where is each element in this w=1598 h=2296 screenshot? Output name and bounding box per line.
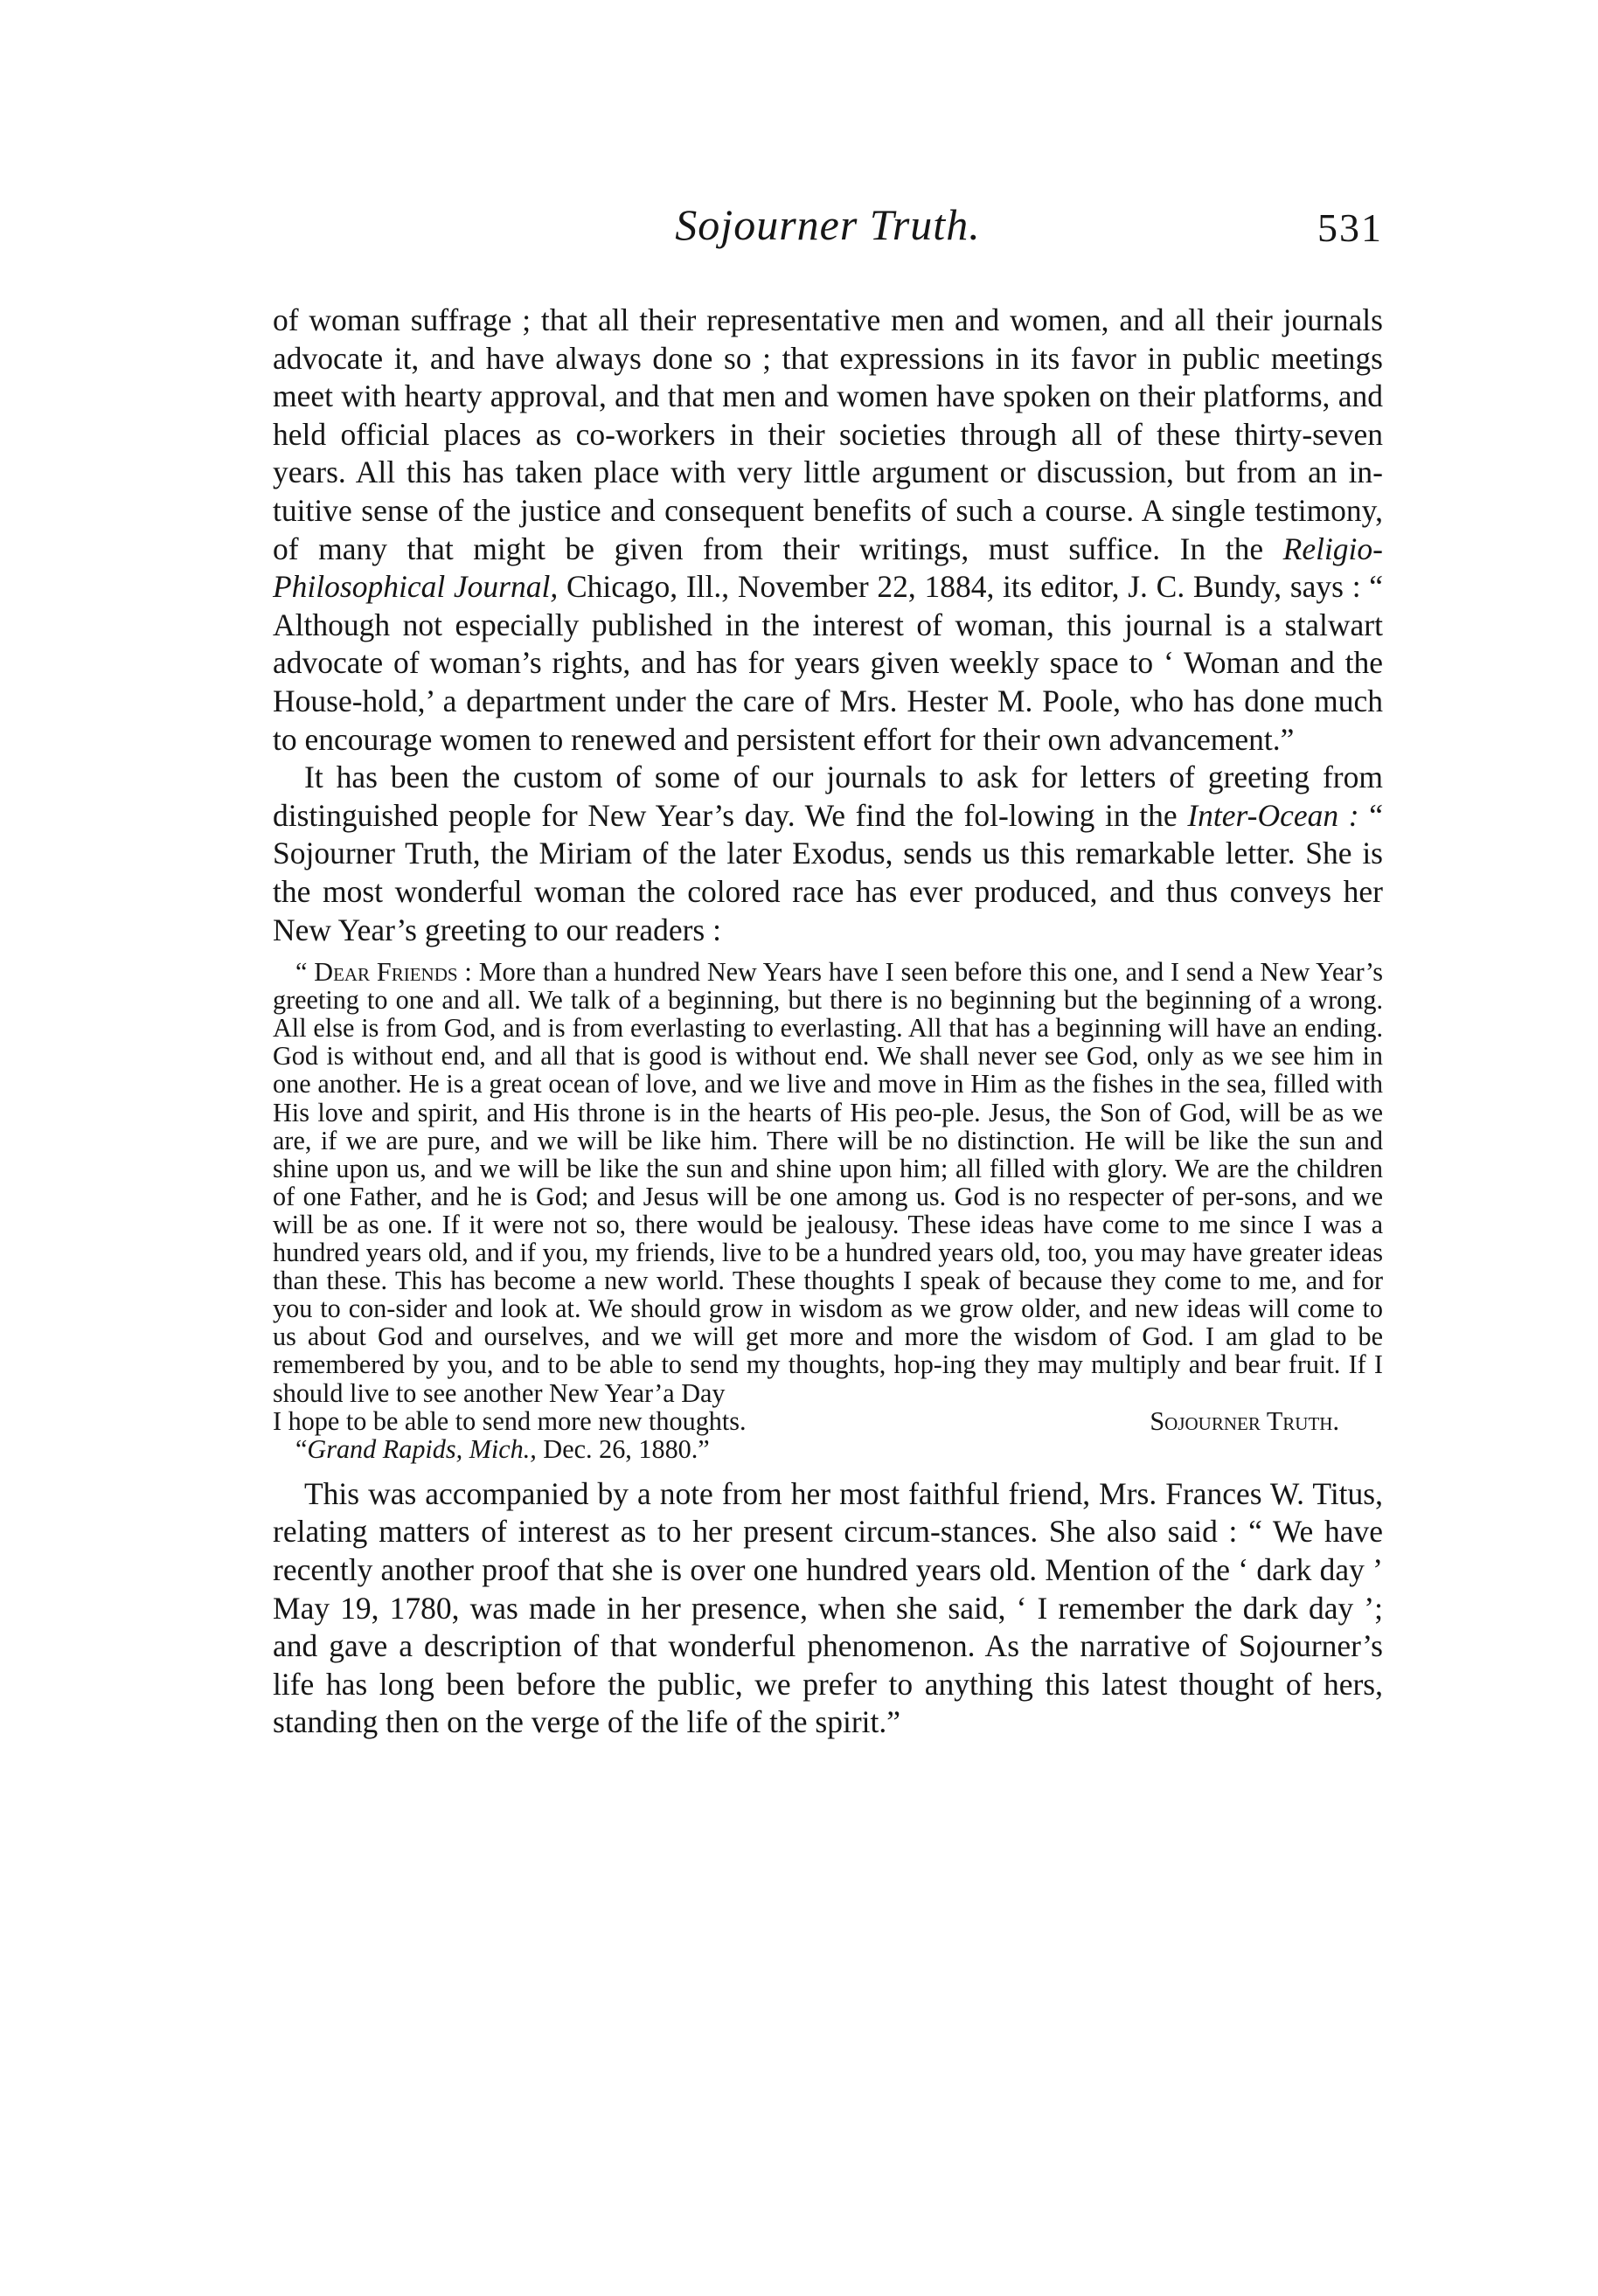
letter-salutation: “ Dear Friends :	[295, 957, 472, 988]
letter-dateline	[273, 1435, 1383, 1463]
journal-title-religio: Religio-Philosophical Journal,	[273, 531, 1383, 605]
paragraph-suffrage-text: of woman suffrage ; that all their representative men and women, and all their journals advocate it, and have always done so ; that expressions in its favor in public meetings meet with hearty approval, and that men and women have spoken on their platforms, and held official places as co-workers in their societies through all of these thirty-seven years. All this has taken place with very little argument or discussion, but from an in-tuitive sense of the justice and consequent benefits of such a course. A single testimony, of many that might be given from their writings, must suffice. In the	[273, 302, 1383, 566]
journal-title-inter-ocean: Inter-Ocean :	[1187, 797, 1359, 833]
paragraph-new-year-custom	[273, 759, 1383, 949]
paragraph-suffrage-continued: Chicago, Ill., November 22, 1884, its editor, J. C. Bundy, says : “ Although not especially published in the interest of woman, this journal is a stalwart advocate of woman’s rights, and has for years given weekly space to ‘ Woman and the House-hold,’ a department under the care of Mrs. Hester M. Poole, who has done much to encourage women to renewed and persistent effort for their own advancement.”	[273, 569, 1384, 757]
letter-signature-line	[273, 1407, 1383, 1435]
letter-closing-line: I hope to be able to send more new thoughts.	[273, 1405, 747, 1436]
paragraph-custom-continued: “ Sojourner Truth, the Miriam of the later Exodus, sends us this remarkable letter. She is the most wonderful woman the colored race has ever produced, and thus conveys her New Year’s greeting to our readers :	[273, 797, 1384, 947]
letter-signature: Sojourner Truth.	[1150, 1405, 1339, 1436]
paragraph-titus-note: This was accompanied by a note from her most faithful friend, Mrs. Frances W. Titus, relating matters of interest as to her present circum-stances. She also said : “ We have recently another proof that she is over one hundred years old. Mention of the ‘ dark day ’ May 19, 1780, was made in her presence, when she said, ‘ I remember the dark day ’; and gave a description of that wonderful phenomenon. As the narrative of Sojourner’s life has long been before the public, we prefer to anything this latest thought of hers, standing then on the verge of the life of the spirit.”	[273, 1475, 1383, 1740]
dateline-open-quote: “	[295, 1433, 308, 1464]
paragraph-suffrage	[273, 302, 1383, 759]
page-number: 531	[1317, 205, 1383, 250]
page-header	[273, 199, 1383, 260]
running-title: Sojourner Truth.	[675, 200, 981, 249]
body-text	[273, 302, 1383, 1742]
dateline-date: Dec. 26, 1880.”	[543, 1433, 710, 1464]
letter-quotation	[273, 958, 1383, 1463]
letter-text: More than a hundred New Years have I seen before this one, and I send a New Year’s greeting to one and all. We talk of a beginning, but there is no beginning but the beginning of a wrong. All else is from God, and is from everlasting to everlasting. All that has a beginning will have an ending. God is without end, and all that is good is without end. We shall never see God, only as we see him in one another. He is a great ocean of love, and we live and move in Him as the fishes in the sea, filled with His love and spirit, and His throne is in the hearts of His peo-ple. Jesus, the Son of God, will be as we are, if we are pure, and we will be like him. There will be no distinction. He will be like the sun and shine upon us, and we will be like the sun and shine upon him; all filled with glory. We are the children of one Father, and he is God; and Jesus will be one among us. God is no respecter of per-sons, and we will be as one. If it were not so, there would be jealousy. These ideas have come to me since I was a hundred years old, and if you, my friends, live to be a hundred years old, too, you may have greater ideas than these. This has become a new world. These thoughts I speak of because they come to me, and for you to con-sider and look at. We should grow in wisdom as we grow older, and new ideas will come to us about God and ourselves, and we will get more and more the wisdom of God. I am glad to be remembered by you, and to be able to send my thoughts, hop-ing they may multiply and bear fruit. If I should live to see another New Year’a Day	[273, 957, 1384, 1408]
paragraph-custom-text: It has been the custom of some of our journals to ask for letters of greeting from distinguished people for New Year’s day. We find the fol-lowing in the	[273, 760, 1383, 833]
letter-body	[273, 958, 1383, 1407]
dateline-place: Grand Rapids, Mich.,	[307, 1433, 537, 1464]
